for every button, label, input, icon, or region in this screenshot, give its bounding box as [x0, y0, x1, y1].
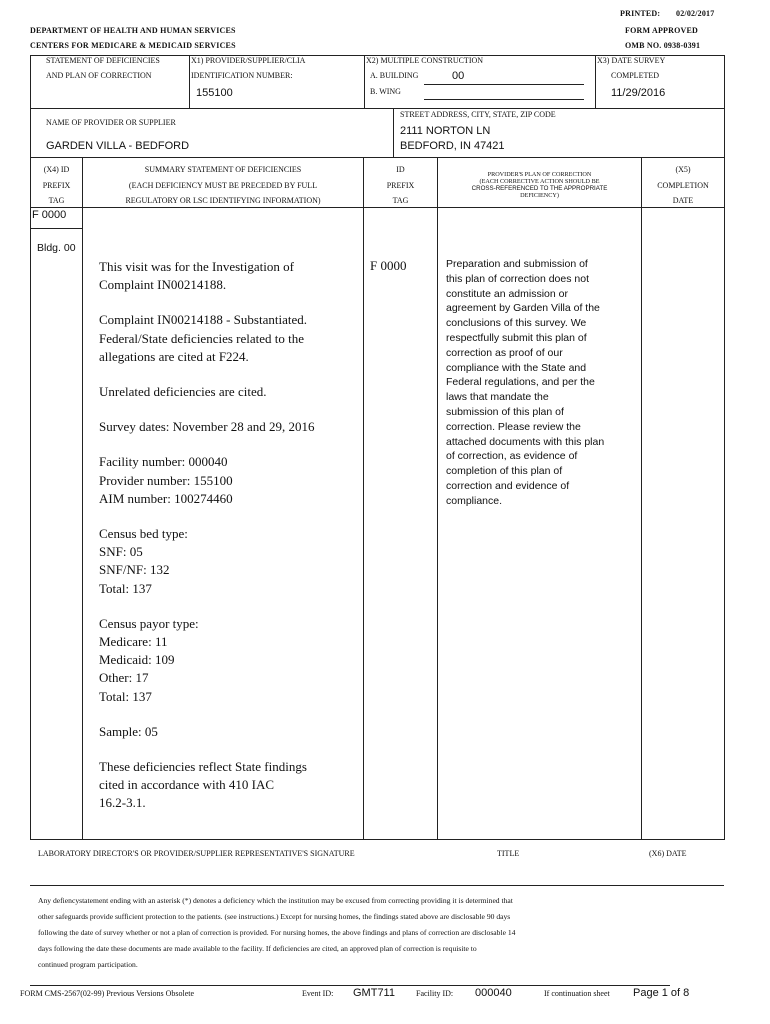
x4-header-3: TAG	[48, 196, 65, 205]
id-header-2: PREFIX	[386, 181, 415, 190]
omb-number: OMB NO. 0938-0391	[625, 41, 701, 50]
id-header-3: TAG	[392, 196, 409, 205]
plan-line: Preparation and submission of	[446, 258, 588, 270]
plan-line: submission of this plan of	[446, 405, 564, 418]
summary-line: cited in accordance with 410 IAC	[99, 777, 275, 793]
plan-line: respectfully submit this plan of	[446, 331, 587, 344]
x4-header-1: (X4) ID	[43, 165, 70, 174]
printed-label: PRINTED:	[620, 9, 661, 18]
plan-line: constitute an admission or	[446, 287, 568, 300]
left-prefix-tag: F 0000	[32, 209, 67, 221]
continuation-label: If continuation sheet	[544, 989, 610, 998]
summary-header-1: SUMMARY STATEMENT OF DEFICIENCIES	[144, 165, 302, 174]
summary-line: Total: 137	[99, 580, 152, 596]
provider-name-label: NAME OF PROVIDER OR SUPPLIER	[46, 118, 176, 127]
summary-paragraph	[99, 311, 361, 366]
plan-line: compliance with the State and	[446, 361, 587, 374]
plan-line: agreement by Garden Villa of the	[446, 302, 600, 315]
event-id-label: Event ID:	[302, 989, 334, 998]
x5-header-1: (X5)	[675, 165, 691, 174]
printed-date: 02/02/2017	[676, 9, 715, 18]
summary-line: 16.2-3.1.	[99, 795, 146, 811]
x3-label-1: X3) DATE SURVEY	[597, 56, 666, 65]
form-number: FORM CMS-2567(02-99) Previous Versions Obsolete	[20, 989, 195, 998]
summary-header-2: (EACH DEFICIENCY MUST BE PRECEDED BY FULL	[128, 181, 318, 190]
x5-header-2: COMPLETION	[657, 181, 709, 190]
director-signature-label: LABORATORY DIRECTOR'S OR PROVIDER/SUPPLIER REPRESENTATIVE'S SIGNATURE	[38, 849, 355, 858]
plan-line: completion of this plan of	[446, 465, 563, 478]
summary-line: This visit was for the Investigation of	[99, 259, 294, 274]
summary-paragraph	[99, 418, 361, 436]
wing-label: B. WING	[370, 87, 401, 96]
address-label: STREET ADDRESS, CITY, STATE, ZIP CODE	[400, 110, 556, 119]
summary-line: Federal/State deficiencies related to the	[99, 330, 305, 346]
plan-line: attached documents with this plan	[446, 435, 605, 448]
address-line-2: BEDFORD, IN 47421	[400, 140, 505, 152]
x3-label-2: COMPLETED	[611, 71, 659, 80]
summary-line: Unrelated deficiencies are cited.	[99, 384, 267, 400]
plan-line: compliance.	[446, 494, 503, 507]
summary-line: Survey dates: November 28 and 29, 2016	[99, 419, 315, 435]
plan-line: of correction, as evidence of	[446, 450, 578, 463]
plan-line: conclusions of this survey. We	[446, 317, 587, 330]
form-approved: FORM APPROVED	[625, 26, 699, 35]
provider-name-value: GARDEN VILLA - BEDFORD	[46, 140, 190, 152]
x5-header-3: DATE	[672, 196, 694, 205]
summary-line: Provider number: 155100	[99, 472, 233, 488]
summary-paragraph	[99, 723, 361, 741]
summary-line: AIM number: 100274460	[99, 490, 233, 506]
plan-header-3: CROSS-REFERENCED TO THE APPROPRIATE	[471, 185, 608, 192]
footnote-line: continued program participation.	[38, 960, 138, 969]
id-header-1: ID	[396, 165, 405, 174]
summary-paragraph	[99, 758, 361, 813]
summary-line: Complaint IN00214188 - Substantiated.	[99, 312, 307, 328]
building-label: A. BUILDING	[370, 71, 419, 80]
plan-header-4: DEFICIENCY)	[520, 192, 559, 199]
x4-header-2: PREFIX	[42, 181, 71, 190]
centers-title: CENTERS FOR MEDICARE & MEDICAID SERVICES	[30, 41, 236, 50]
facility-id-value: 000040	[475, 987, 512, 999]
footnote-line: days following the date these documents are made available to the facility. If deficiencies are cited, an approved plan of correction is requisite to	[38, 944, 477, 953]
plan-header-1: PROVIDER'S PLAN OF CORRECTION	[487, 171, 592, 178]
summary-line: Complaint IN00214188.	[99, 277, 227, 293]
building-value: 00	[452, 70, 465, 82]
footnote-line: other safeguards provide sufficient protection to the patients. (see instructions.) Except for nursing homes, the findings stated above are disclosable 90 days	[38, 912, 511, 921]
footnote-line: Any defiencystatement ending with an asterisk (*) denotes a deficiency which the institution may be excused from correcting providing it is determined that	[38, 896, 513, 905]
summary-paragraph	[99, 258, 361, 294]
summary-line: SNF/NF: 132	[99, 562, 170, 578]
facility-id-label: Facility ID:	[416, 989, 454, 998]
summary-paragraph	[99, 453, 361, 508]
summary-line: Census payor type:	[99, 615, 199, 631]
summary-line: Sample: 05	[99, 723, 158, 739]
summary-statement	[99, 258, 361, 830]
provider-id-value: 155100	[196, 87, 233, 99]
title-label: TITLE	[497, 849, 520, 858]
plan-line: correction. Please review the	[446, 420, 581, 433]
x1-label-2: IDENTIFICATION NUMBER:	[191, 71, 293, 80]
summary-line: Total: 137	[99, 688, 152, 704]
x6-date-label: (X6) DATE	[649, 849, 687, 858]
statement-label-2: AND PLAN OF CORRECTION	[46, 71, 152, 80]
plan-line: correction as proof of our	[446, 346, 563, 359]
plan-line: Federal regulations, and per the	[446, 376, 595, 389]
summary-line: Other: 17	[99, 670, 149, 686]
disclosure-footnote	[38, 893, 718, 973]
plan-header-2: (EACH CORRECTIVE ACTION SHOULD BE	[479, 178, 600, 185]
summary-line: Medicare: 11	[99, 634, 168, 650]
plan-line: laws that mandate the	[446, 391, 549, 404]
summary-line: These deficiencies reflect State findings	[99, 759, 307, 775]
summary-paragraph	[99, 615, 361, 706]
right-prefix-tag: F 0000	[370, 258, 407, 273]
statement-label-1: STATEMENT OF DEFICIENCIES	[46, 56, 160, 65]
building-tag: Bldg. 00	[37, 242, 76, 254]
summary-paragraph	[99, 383, 361, 401]
footnote-line: following the date of survey whether or not a plan of correction is provided. For nursing homes, the above findings and plans of correction are disclosable 14	[38, 928, 516, 937]
plan-line: this plan of correction does not	[446, 272, 590, 285]
plan-line: correction and evidence of	[446, 479, 570, 492]
summary-line: SNF: 05	[99, 544, 143, 560]
summary-line: Census bed type:	[99, 526, 188, 542]
survey-date-value: 11/29/2016	[611, 87, 666, 99]
page-number: Page 1 of 8	[633, 987, 690, 999]
department-title: DEPARTMENT OF HEALTH AND HUMAN SERVICES	[30, 26, 236, 35]
summary-line: Facility number: 000040	[99, 454, 228, 470]
event-id-value: GMT711	[353, 987, 395, 999]
summary-header-3: REGULATORY OR LSC IDENTIFYING INFORMATION)	[125, 196, 321, 205]
x2-label: X2) MULTIPLE CONSTRUCTION	[366, 56, 484, 65]
summary-paragraph	[99, 525, 361, 598]
summary-line: allegations are cited at F224.	[99, 348, 249, 364]
x1-label-1: X1) PROVIDER/SUPPLIER/CLIA	[191, 56, 306, 65]
plan-of-correction	[446, 257, 636, 509]
address-line-1: 2111 NORTON LN	[400, 125, 491, 137]
summary-line: Medicaid: 109	[99, 652, 175, 668]
